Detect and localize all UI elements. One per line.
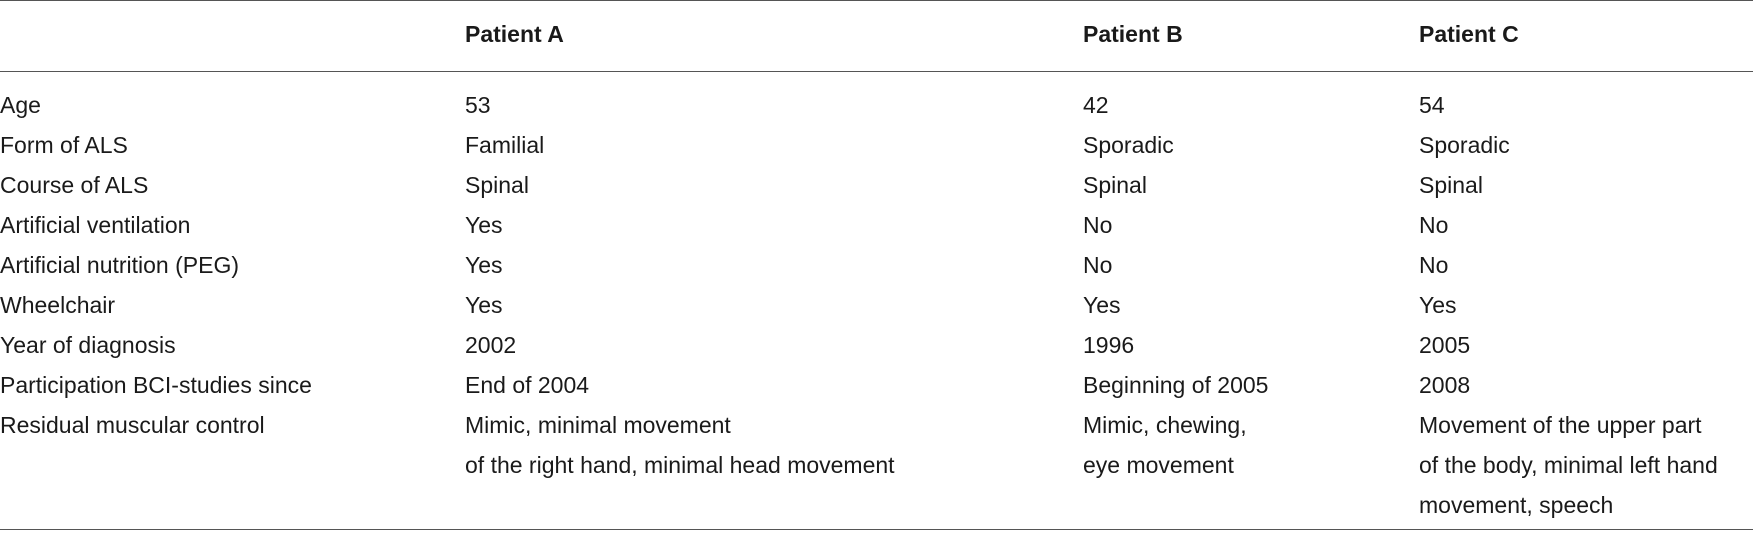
header-cell-empty — [0, 1, 465, 72]
cell-patient-a — [465, 245, 1083, 285]
cell-patient-c — [1419, 325, 1753, 365]
cell-patient-a — [465, 285, 1083, 325]
cell-patient-a — [465, 125, 1083, 165]
cell-text-line: Yes — [465, 212, 503, 238]
table-row — [0, 165, 1753, 205]
cell-text-line: Spinal — [1419, 172, 1483, 198]
table-header — [0, 1, 1753, 72]
cell-text-line: Beginning of 2005 — [1083, 372, 1269, 398]
row-label: Course of ALS — [0, 172, 149, 198]
cell-patient-c — [1419, 245, 1753, 285]
cell-patient-a — [465, 325, 1083, 365]
cell-text-line: 2005 — [1419, 332, 1471, 358]
header-cell-patient-b: Patient B — [1083, 21, 1183, 47]
cell-text-line: 1996 — [1083, 332, 1135, 358]
cell-text-line: Movement of the upper part — [1419, 412, 1702, 438]
row-label: Form of ALS — [0, 132, 128, 158]
cell-patient-b — [1083, 125, 1419, 165]
cell-text-line: Yes — [1083, 292, 1121, 318]
cell-text-line: Yes — [465, 252, 503, 278]
cell-text-line: Yes — [465, 292, 503, 318]
cell-text-line: No — [1419, 252, 1449, 278]
cell-patient-b — [1083, 285, 1419, 325]
row-label: Artificial ventilation — [0, 212, 191, 238]
cell-patient-b — [1083, 165, 1419, 205]
table-row — [0, 125, 1753, 165]
cell-patient-b — [1083, 205, 1419, 245]
cell-text-line: End of 2004 — [465, 372, 590, 398]
row-label: Year of diagnosis — [0, 332, 176, 358]
cell-patient-c — [1419, 365, 1753, 405]
cell-text-line: of the right hand, minimal head movement — [465, 452, 895, 478]
cell-patient-c — [1419, 405, 1753, 530]
cell-patient-c — [1419, 125, 1753, 165]
cell-text-line: Mimic, minimal movement — [465, 412, 731, 438]
table-body — [0, 72, 1753, 530]
cell-patient-a — [465, 205, 1083, 245]
table-row — [0, 285, 1753, 325]
table-row — [0, 245, 1753, 285]
cell-text-line: Sporadic — [1083, 132, 1174, 158]
cell-patient-b — [1083, 245, 1419, 285]
cell-text-line: No — [1083, 252, 1113, 278]
cell-text-line: Spinal — [1083, 172, 1147, 198]
cell-text-line: Spinal — [465, 172, 529, 198]
cell-patient-c — [1419, 72, 1753, 126]
cell-patient-b — [1083, 365, 1419, 405]
cell-patient-a — [465, 165, 1083, 205]
cell-text-line: eye movement — [1083, 452, 1234, 478]
cell-text-line: 53 — [465, 92, 491, 118]
cell-text-line: movement, speech — [1419, 492, 1614, 518]
header-row — [0, 1, 1753, 72]
cell-text-line: No — [1419, 212, 1449, 238]
header-cell-patient-c: Patient C — [1419, 21, 1519, 47]
row-label: Artificial nutrition (PEG) — [0, 252, 240, 278]
cell-patient-a — [465, 405, 1083, 530]
cell-text-line: 54 — [1419, 92, 1445, 118]
cell-patient-c — [1419, 285, 1753, 325]
cell-patient-c — [1419, 165, 1753, 205]
table-row — [0, 405, 1753, 530]
row-label: Age — [0, 92, 41, 118]
cell-patient-b — [1083, 325, 1419, 365]
table-row — [0, 325, 1753, 365]
cell-text-line: 42 — [1083, 92, 1109, 118]
cell-text-line: 2008 — [1419, 372, 1471, 398]
cell-text-line: Familial — [465, 132, 545, 158]
row-label: Residual muscular control — [0, 412, 265, 438]
cell-text-line: Mimic, chewing, — [1083, 412, 1247, 438]
cell-patient-a — [465, 365, 1083, 405]
cell-text-line: of the body, minimal left hand — [1419, 452, 1718, 478]
table-row — [0, 205, 1753, 245]
cell-text-line: No — [1083, 212, 1113, 238]
cell-patient-a — [465, 72, 1083, 126]
cell-text-line: Yes — [1419, 292, 1457, 318]
table-row — [0, 365, 1753, 405]
cell-patient-b — [1083, 405, 1419, 530]
table-row — [0, 72, 1753, 126]
row-label: Participation BCI-studies since — [0, 372, 312, 398]
cell-patient-c — [1419, 205, 1753, 245]
cell-text-line: Sporadic — [1419, 132, 1510, 158]
row-label: Wheelchair — [0, 292, 116, 318]
header-cell-patient-a: Patient A — [465, 21, 564, 47]
cell-patient-b — [1083, 72, 1419, 126]
cell-text-line: 2002 — [465, 332, 517, 358]
